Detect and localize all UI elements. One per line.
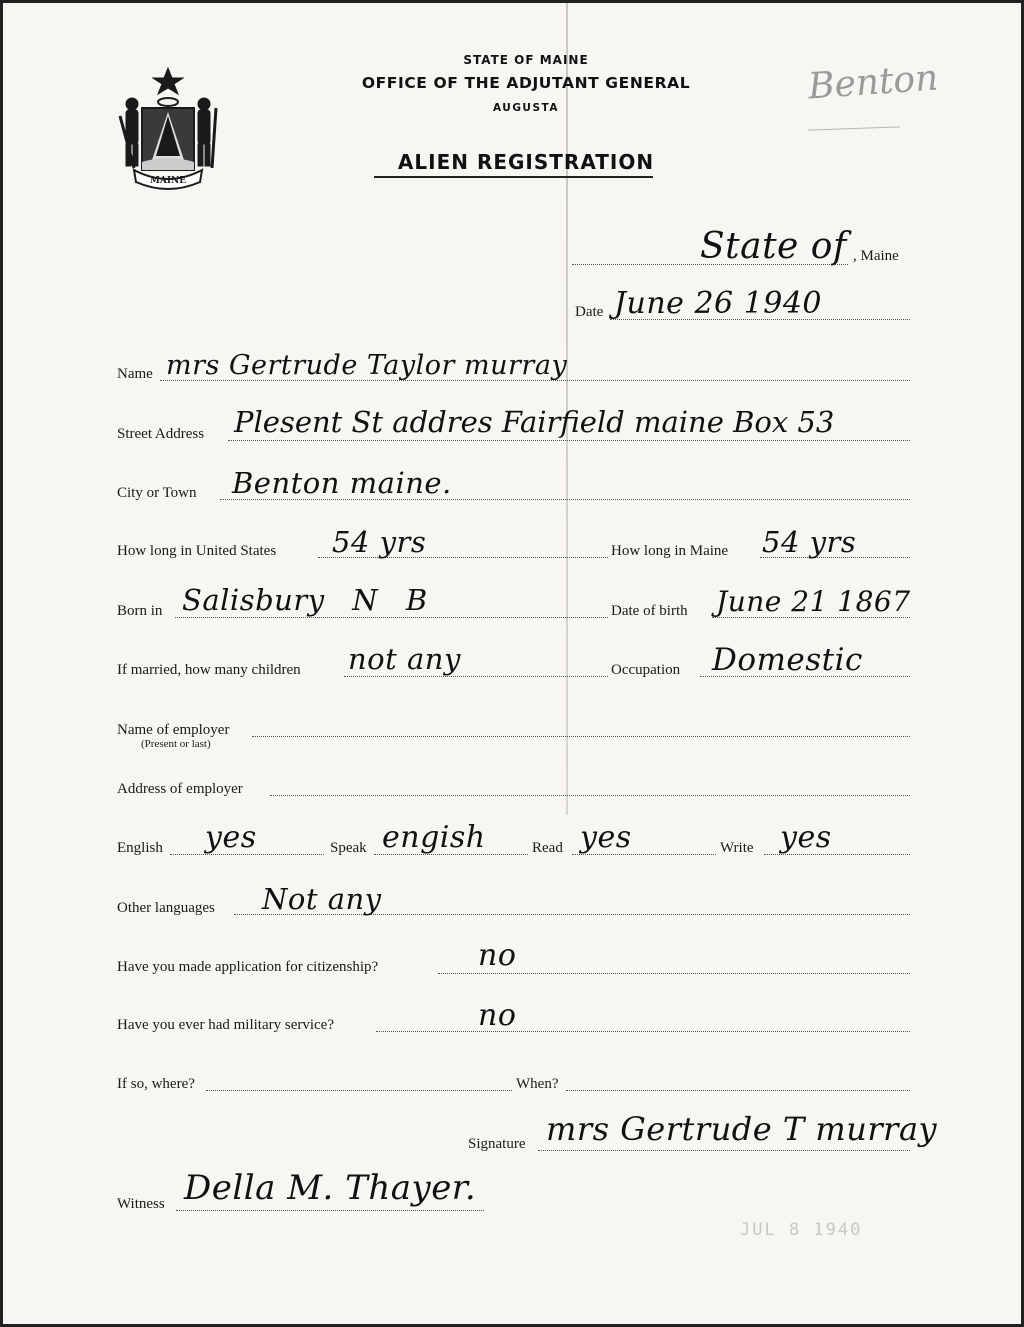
state-label: , Maine	[853, 248, 899, 264]
read-value[interactable]: yes	[580, 820, 632, 855]
write-label: Write	[720, 840, 754, 856]
seal-motto: MAINE	[149, 176, 187, 186]
dob-value[interactable]: June 21 1867	[716, 585, 911, 618]
speak-value[interactable]: engish	[382, 820, 486, 855]
state-heading: STATE OF MAINE	[463, 53, 589, 67]
received-date-stamp: JUL 8 1940	[740, 1220, 863, 1240]
other-languages-value[interactable]: Not any	[262, 882, 382, 916]
read-label: Read	[532, 840, 563, 856]
street-field-line	[228, 440, 910, 441]
pencil-underline	[808, 126, 900, 130]
witness-value[interactable]: Della M. Thayer.	[184, 1168, 477, 1208]
maine-duration-label: How long in Maine	[611, 543, 729, 559]
title-underline	[374, 176, 653, 178]
city-field-value[interactable]: Benton maine.	[232, 466, 452, 500]
state-field-value[interactable]: State of	[700, 226, 847, 267]
other-languages-label: Other languages	[117, 900, 215, 916]
english-label: English	[117, 840, 163, 856]
us-duration-label: How long in United States	[117, 543, 277, 559]
signature-line	[538, 1150, 910, 1151]
signature-value[interactable]: mrs Gertrude T murray	[546, 1110, 938, 1148]
occupation-value[interactable]: Domestic	[712, 642, 863, 678]
occupation-label: Occupation	[611, 662, 681, 678]
speak-label: Speak	[330, 840, 367, 856]
dob-label: Date of birth	[611, 603, 688, 619]
date-label: Date	[575, 304, 604, 320]
city-label: City or Town	[117, 485, 197, 501]
street-label: Street Address	[117, 426, 205, 442]
name-label: Name	[117, 366, 153, 382]
employer-address-line	[270, 795, 910, 796]
office-heading: OFFICE OF THE ADJUTANT GENERAL	[361, 74, 691, 92]
form-title: ALIEN REGISTRATION	[397, 150, 655, 174]
children-value[interactable]: not any	[348, 642, 461, 676]
us-duration-value[interactable]: 54 yrs	[332, 525, 427, 559]
birthplace-line	[175, 617, 608, 618]
when-line	[566, 1090, 910, 1091]
citizenship-line	[438, 973, 910, 974]
employer-line	[252, 736, 910, 737]
employer-address-label: Address of employer	[117, 781, 243, 797]
date-field-value[interactable]: June 26 1940	[614, 286, 823, 321]
signature-label: Signature	[468, 1136, 526, 1152]
name-field-value[interactable]: mrs Gertrude Taylor murray	[166, 350, 568, 381]
employer-sublabel: (Present or last)	[141, 738, 211, 750]
when-label: When?	[516, 1076, 559, 1092]
citizenship-value[interactable]: no	[478, 938, 517, 973]
street-field-value[interactable]: Plesent St addres Fairfield maine Box 53	[234, 405, 835, 439]
birthplace-label: Born in	[117, 603, 163, 619]
witness-label: Witness	[117, 1196, 165, 1212]
where-label: If so, where?	[117, 1076, 195, 1092]
pencil-annotation: Benton	[806, 57, 940, 108]
where-line	[206, 1090, 512, 1091]
military-line	[376, 1031, 910, 1032]
maine-duration-value[interactable]: 54 yrs	[762, 525, 857, 559]
military-label: Have you ever had military service?	[117, 1017, 334, 1033]
english-value[interactable]: yes	[205, 820, 257, 855]
children-label: If married, how many children	[117, 662, 301, 678]
city-heading: AUGUSTA	[492, 102, 559, 114]
children-line	[344, 676, 608, 677]
write-value[interactable]: yes	[780, 820, 832, 855]
military-value[interactable]: no	[478, 998, 517, 1033]
employer-label: Name of employer	[117, 722, 230, 738]
birthplace-value[interactable]: Salisbury N B	[182, 583, 428, 617]
witness-line	[176, 1210, 484, 1211]
citizenship-label: Have you made application for citizenship?	[117, 959, 379, 975]
